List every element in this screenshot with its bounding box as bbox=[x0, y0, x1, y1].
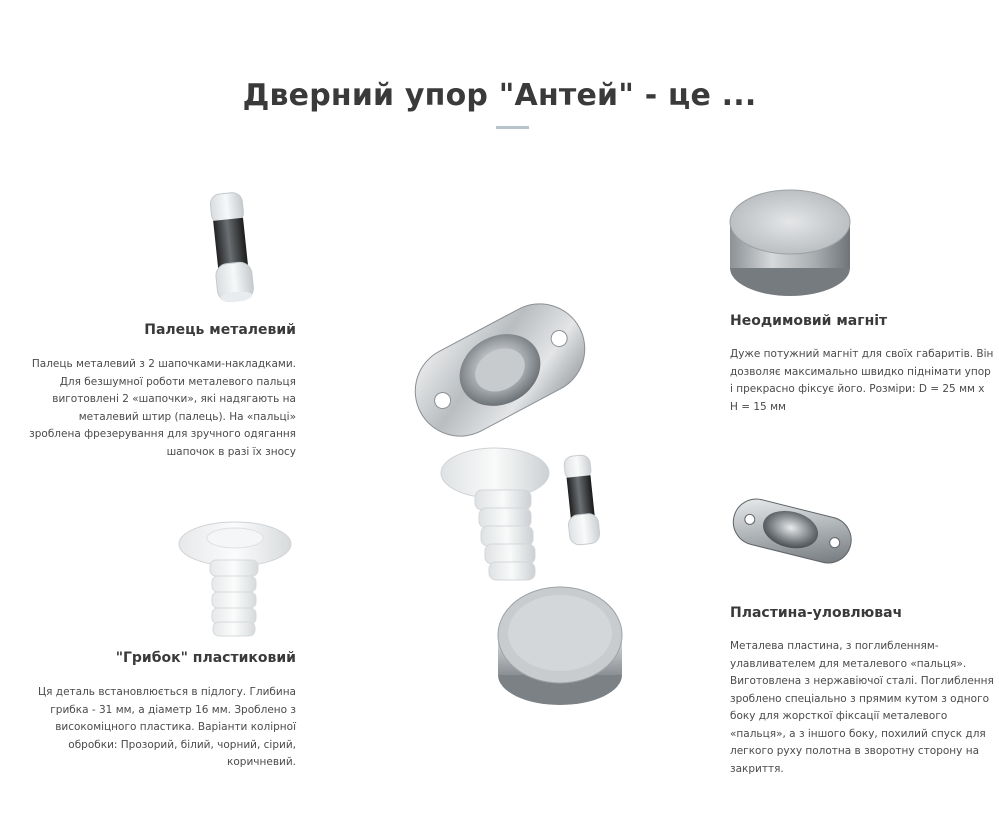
finger-desc-line: зроблена фрезерування для зручного одягання bbox=[29, 428, 296, 440]
magnet-desc-line: Дуже потужний магніт для своїх габаритів. Він bbox=[730, 348, 994, 360]
finger-title: Палець металевий bbox=[144, 322, 296, 338]
plate-desc-line: боку для жорсткої фіксації металевого bbox=[730, 710, 948, 722]
plate-desc-line: закриття. bbox=[730, 762, 784, 775]
plate-description bbox=[730, 638, 995, 778]
finger-desc-line: Палець металевий з 2 шапочками-накладками. bbox=[31, 358, 296, 370]
section-title: Дверний упор "Антей" - це ... bbox=[242, 78, 757, 113]
plate-desc-line: Металева пластина, з поглибленням- bbox=[730, 640, 939, 652]
plate-desc-line: улавливателем для металевого «пальця». bbox=[730, 657, 967, 670]
magnet-desc-line: дозволяє максимально швидко піднімати упор bbox=[730, 365, 991, 378]
plate-title: Пластина-уловлювач bbox=[730, 605, 903, 621]
magnet-title: Неодимовий магніт bbox=[730, 313, 888, 329]
catch-plate-image bbox=[728, 492, 858, 572]
finger-desc-line: металевий штир (палець). На «пальці» bbox=[78, 410, 296, 423]
plate-desc-line: Виготовлена з нержавіючої сталі. Поглиблення bbox=[730, 675, 994, 687]
title-underline bbox=[496, 126, 529, 129]
mushroom-desc-line: Ця деталь встановлюється в підлогу. Глибина bbox=[38, 686, 296, 698]
plastic-mushroom-image bbox=[175, 512, 295, 642]
magnet-desc-line: і прекрасно фіксує його. Розміри: D = 25 мм x bbox=[730, 383, 985, 395]
mushroom-desc-line: коричневий. bbox=[227, 756, 296, 768]
mushroom-desc-line: грибка - 31 мм, а діаметр 16 мм. Зроблено з bbox=[50, 703, 296, 716]
finger-desc-line: виготовлені 2 «шапочки», які надягають на bbox=[52, 393, 296, 405]
magnet-desc-line: H = 15 мм bbox=[730, 400, 786, 413]
finger-desc-line: шапочок в разі їх зносу bbox=[166, 445, 296, 458]
mushroom-desc-line: високоміцного пластика. Варіанти колірної bbox=[55, 721, 296, 733]
magnet-description bbox=[730, 346, 995, 416]
neodymium-magnet-image bbox=[728, 176, 858, 306]
plate-desc-line: легкого руху полотна в зворотну сторону на bbox=[730, 745, 980, 757]
mushroom-title: "Грибок" пластиковий bbox=[115, 650, 296, 666]
metal-finger-image bbox=[195, 185, 270, 310]
finger-description bbox=[16, 356, 296, 461]
mushroom-description bbox=[16, 684, 296, 772]
finger-desc-line: Для безшумної роботи металевого пальця bbox=[59, 375, 296, 388]
plate-desc-line: «пальця», а з іншого боку, похилий спуск для bbox=[730, 727, 986, 740]
plate-desc-line: зроблено спеціально з прямим кутом з одного bbox=[730, 692, 990, 705]
door-stop-assembly-image bbox=[405, 290, 630, 715]
mushroom-desc-line: обробки: Прозорий, білий, чорний, сірий, bbox=[68, 738, 296, 751]
